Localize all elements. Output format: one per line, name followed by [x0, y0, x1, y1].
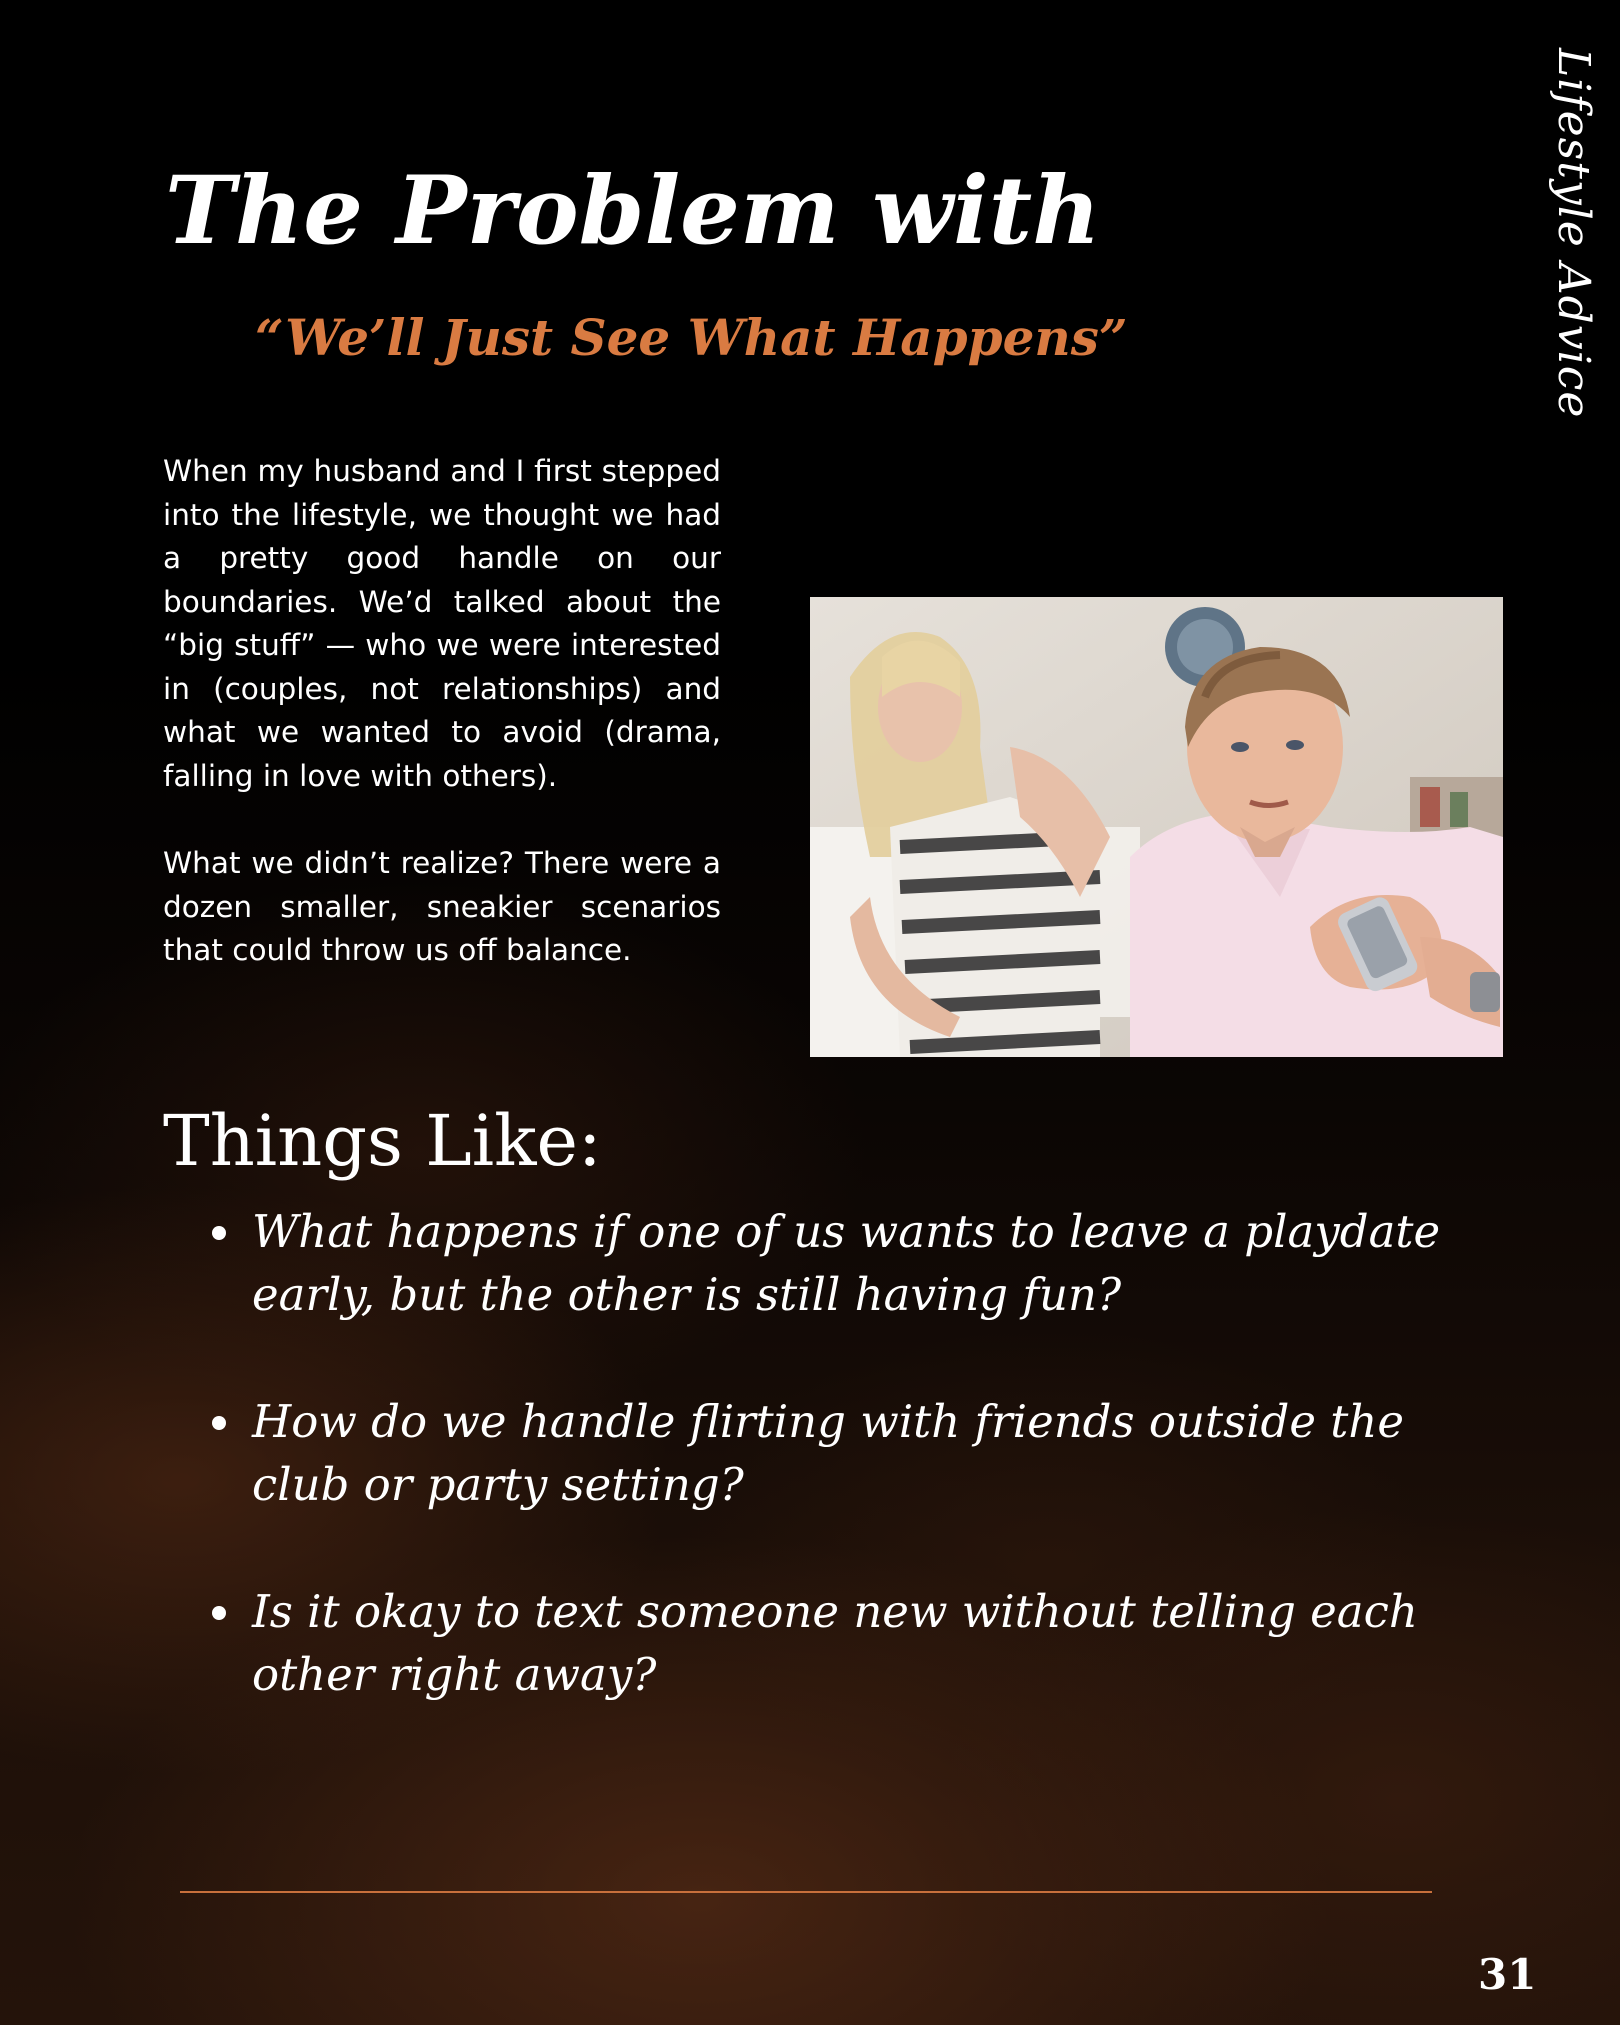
- bullet-icon: [212, 1606, 226, 1620]
- list-item: [200, 1390, 1460, 1516]
- intro-paragraph-1: When my husband and I first stepped into the lifestyle, we thought we had a pretty good handle on our boundaries. We’d talked about the “big stuff” — who we were interested in (couples, not relationships) and what we wanted to avoid (drama, falling in love with others).: [163, 454, 721, 793]
- page-title: The Problem with: [165, 156, 1101, 266]
- list-item: [200, 1200, 1460, 1326]
- intro-paragraph-2: What we didn’t realize? There were a dozen smaller, sneakier scenarios that could throw us off balance.: [163, 846, 721, 967]
- intro-text: [163, 450, 721, 1017]
- scenario-list: [200, 1200, 1460, 1770]
- things-like-heading: Things Like:: [163, 1100, 602, 1182]
- footer-divider: [180, 1891, 1432, 1893]
- couple-photo-illustration: [810, 597, 1503, 1057]
- list-item-text: Is it okay to text someone new without telling each other right away?: [252, 1585, 1418, 1701]
- couple-photo: [810, 597, 1503, 1057]
- page-subtitle: “We’ll Just See What Happens”: [255, 308, 1128, 367]
- list-item-text: What happens if one of us wants to leave a playdate early, but the other is still having fun?: [252, 1205, 1441, 1321]
- list-item: [200, 1580, 1460, 1706]
- list-item-text: How do we handle flirting with friends outside the club or party setting?: [252, 1395, 1404, 1511]
- bullet-icon: [212, 1226, 226, 1240]
- page-number: 31: [1478, 1950, 1537, 1999]
- bullet-icon: [212, 1416, 226, 1430]
- section-label: Lifestyle Advice: [1548, 48, 1599, 419]
